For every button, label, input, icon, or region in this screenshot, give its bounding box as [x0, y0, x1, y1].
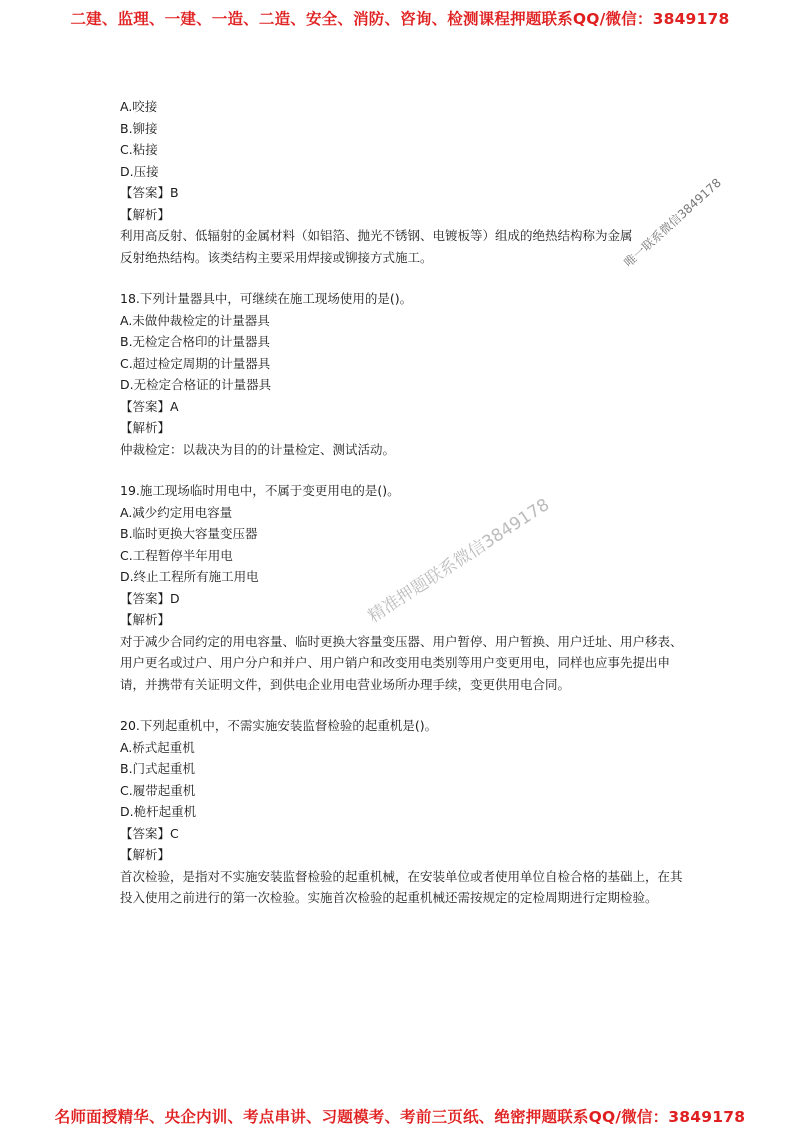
- header-banner: 二建、监理、一建、一造、二造、安全、消防、咨询、检测课程押题联系QQ/微信：3849178: [70, 10, 730, 28]
- option-b: B.门式起重机: [120, 761, 196, 776]
- analysis-text: 首次检验，是指对不实施安装监督检验的起重机械，在安装单位或者使用单位自检合格的基础上，在其投入使用之前进行的第一次检验。实施首次检验的起重机械还需按规定的定检周期进行定期检验。: [120, 868, 683, 905]
- option-c: C.粘接: [120, 142, 158, 157]
- answer: 【答案】C: [120, 825, 179, 841]
- analysis-text: 利用高反射、低辐射的金属材料（如铝箔、抛光不锈钢、电镀板等）组成的绝热结构称为金属反射绝热结构。该类结构主要采用焊接或铆接方式施工。: [120, 228, 633, 265]
- analysis-label: 【解析】: [120, 206, 171, 222]
- question-title: 20.下列起重机中，不需实施安装监督检验的起重机是()。: [120, 718, 438, 733]
- answer: 【答案】D: [120, 590, 180, 606]
- question-18-block: [120, 288, 700, 460]
- option-a: A.咬接: [120, 99, 158, 114]
- analysis-label: 【解析】: [120, 420, 171, 435]
- option-a: A.未做仲裁检定的计量器具: [120, 312, 270, 328]
- analysis-label: 【解析】: [120, 612, 171, 627]
- option-c: C.超过检定周期的计量器具: [120, 355, 271, 371]
- option-a: A.桥式起重机: [120, 739, 195, 755]
- footer-banner: 名师面授精华、央企内训、考点串讲、习题模考、考前三页纸、绝密押题联系QQ/微信：3849178: [54, 1108, 746, 1126]
- option-b: B.铆接: [120, 120, 158, 136]
- question-title: 19.施工现场临时用电中，不属于变更用电的是()。: [120, 483, 400, 498]
- answer: 【答案】B: [120, 185, 179, 200]
- question-20-block: [120, 715, 700, 909]
- option-b: B.无检定合格印的计量器具: [120, 334, 271, 349]
- option-d: D.桅杆起重机: [120, 804, 197, 819]
- option-d: D.终止工程所有施工用电: [120, 569, 259, 584]
- analysis-label: 【解析】: [120, 847, 171, 862]
- option-c: C.工程暂停半年用电: [120, 547, 233, 563]
- option-b: B.临时更换大容量变压器: [120, 526, 258, 541]
- page-content: [120, 96, 700, 909]
- option-d: D.无检定合格证的计量器具: [120, 377, 272, 392]
- answer: 【答案】A: [120, 398, 179, 414]
- watermark-center: 精准押题联系微信3849178: [364, 494, 554, 627]
- question-17-block: [120, 96, 700, 268]
- option-c: C.履带起重机: [120, 782, 196, 798]
- analysis-text: 对于减少合同约定的用电容量、临时更换大容量变压器、用户暂停、用户暂换、用户迁址、用户移表、用户更名或过户、用户分户和并户、用户销户和改变用电类别等用户变更用电，同样也应事先提出申请，并携带有关证明文件，到供电企业用电营业场所办理手续，变更供用电合同。: [120, 633, 683, 692]
- option-a: A.减少约定用电容量: [120, 504, 233, 520]
- option-d: D.压接: [120, 163, 159, 179]
- watermark-contact: 唯一联系微信3849178: [621, 175, 724, 270]
- question-title: 18.下列计量器具中，可继续在施工现场使用的是()。: [120, 291, 413, 306]
- analysis-text: 仲裁检定：以裁决为目的的计量检定、测试活动。: [120, 441, 396, 457]
